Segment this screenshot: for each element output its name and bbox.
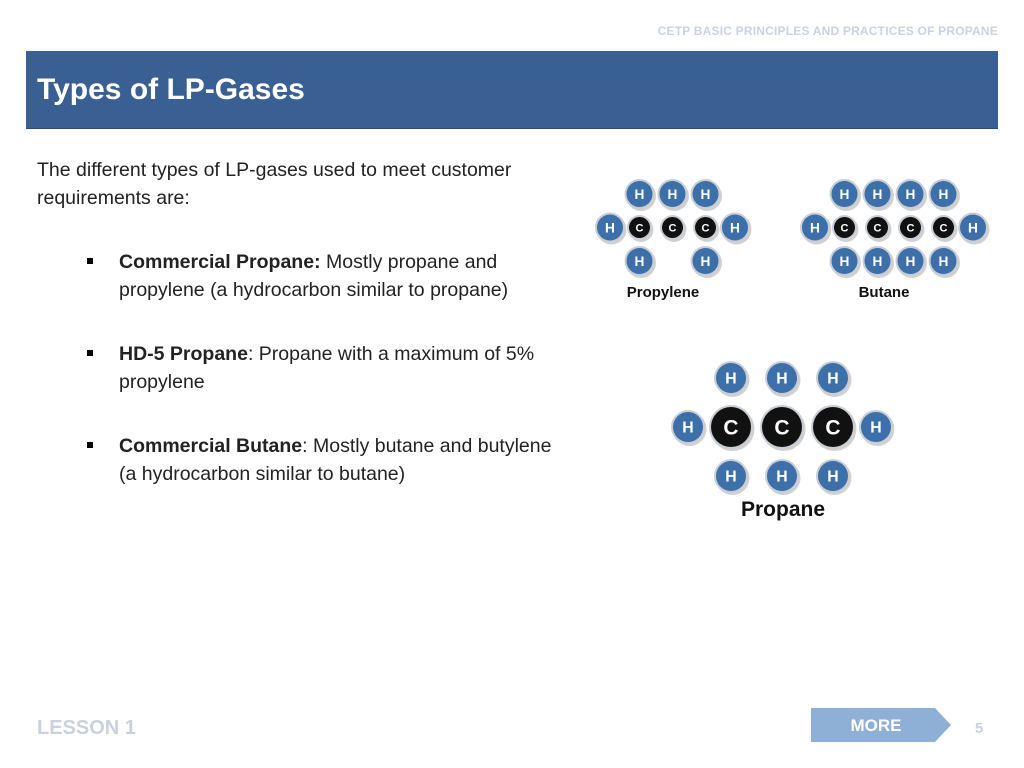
hydrogen-atom-icon xyxy=(691,246,723,278)
hydrogen-atom-icon xyxy=(896,179,928,211)
hydrogen-atom-icon xyxy=(720,213,752,245)
hydrogen-atom-icon xyxy=(929,246,961,278)
more-button[interactable] xyxy=(811,708,951,742)
hydrogen-atom-icon xyxy=(671,410,707,446)
carbon-atom-icon xyxy=(811,405,857,451)
svg-text:H: H xyxy=(810,220,820,236)
svg-text:H: H xyxy=(667,186,678,202)
svg-text:H: H xyxy=(968,220,978,236)
carbon-atom-icon xyxy=(709,405,755,451)
svg-text:H: H xyxy=(905,253,916,269)
bullet-term: HD-5 Propane xyxy=(119,343,248,365)
hydrogen-atom-icon xyxy=(830,179,862,211)
svg-text:H: H xyxy=(776,468,788,486)
bullet-commercial-butane xyxy=(87,432,557,488)
svg-text:C: C xyxy=(873,222,882,235)
svg-text:H: H xyxy=(839,253,850,269)
svg-text:H: H xyxy=(682,419,694,437)
propane-label: Propane xyxy=(740,498,826,521)
svg-text:H: H xyxy=(634,253,645,269)
hydrogen-atom-icon xyxy=(595,213,627,245)
svg-text:H: H xyxy=(872,253,883,269)
hydrogen-atom-icon xyxy=(863,246,895,278)
hydrogen-atom-icon xyxy=(765,361,801,397)
hydrogen-atom-icon xyxy=(765,459,801,495)
propylene-molecule xyxy=(596,179,756,269)
butane-molecule xyxy=(801,179,991,269)
bullet-term: Commercial Butane xyxy=(119,435,303,457)
svg-text:H: H xyxy=(776,370,788,388)
propylene-label: Propylene xyxy=(626,284,700,301)
svg-text:H: H xyxy=(634,186,645,202)
svg-text:H: H xyxy=(700,253,711,269)
lesson-label: LESSON 1 xyxy=(37,717,136,739)
hydrogen-atom-icon xyxy=(859,410,895,446)
hydrogen-atom-icon xyxy=(863,179,895,211)
svg-text:H: H xyxy=(938,253,949,269)
svg-text:H: H xyxy=(827,468,839,486)
bullet-hd5-propane xyxy=(87,340,557,396)
svg-text:H: H xyxy=(872,186,883,202)
svg-text:H: H xyxy=(839,186,850,202)
svg-text:C: C xyxy=(906,222,915,235)
svg-text:C: C xyxy=(701,222,710,235)
svg-text:H: H xyxy=(605,220,615,236)
carbon-atom-icon xyxy=(832,215,859,242)
svg-text:H: H xyxy=(938,186,949,202)
bullet-text: Mostly propane and propylene (a hydrocarbon similar to propane) xyxy=(119,251,509,301)
carbon-atom-icon xyxy=(760,405,806,451)
bullet-text: : Mostly butane and butylene (a hydrocarbon similar to butane) xyxy=(119,435,552,485)
bullet-text: : Propane with a maximum of 5% propylene xyxy=(119,343,535,393)
svg-text:H: H xyxy=(827,370,839,388)
more-label: MORE xyxy=(850,716,902,735)
svg-text:H: H xyxy=(905,186,916,202)
carbon-atom-icon xyxy=(898,215,925,242)
butane-label: Butane xyxy=(858,284,910,301)
bullet-marker xyxy=(87,258,93,264)
svg-text:H: H xyxy=(725,370,737,388)
bullet-commercial-propane xyxy=(87,248,557,304)
svg-text:C: C xyxy=(668,222,677,235)
carbon-atom-icon xyxy=(693,215,720,242)
carbon-atom-icon xyxy=(660,215,687,242)
svg-text:C: C xyxy=(774,416,790,440)
carbon-atom-icon xyxy=(931,215,958,242)
svg-text:C: C xyxy=(939,222,948,235)
carbon-atom-icon xyxy=(865,215,892,242)
svg-text:C: C xyxy=(825,416,841,440)
bullet-marker xyxy=(87,442,93,448)
hydrogen-atom-icon xyxy=(714,459,750,495)
carbon-atom-icon xyxy=(627,215,654,242)
hydrogen-atom-icon xyxy=(929,179,961,211)
hydrogen-atom-icon xyxy=(816,459,852,495)
bullet-marker xyxy=(87,350,93,356)
hydrogen-atom-icon xyxy=(691,179,723,211)
svg-text:H: H xyxy=(725,468,737,486)
hydrogen-atom-icon xyxy=(816,361,852,397)
bullet-list xyxy=(87,248,557,488)
hydrogen-atom-icon xyxy=(658,179,690,211)
hydrogen-atom-icon xyxy=(625,246,657,278)
propane-molecule xyxy=(674,361,914,491)
hydrogen-atom-icon xyxy=(714,361,750,397)
svg-text:H: H xyxy=(700,186,711,202)
intro-text: The different types of LP-gases used to meet customer requirements are: xyxy=(37,159,512,209)
hydrogen-atom-icon xyxy=(958,213,990,245)
svg-text:C: C xyxy=(840,222,849,235)
hydrogen-atom-icon xyxy=(800,213,832,245)
hydrogen-atom-icon xyxy=(625,179,657,211)
hydrogen-atom-icon xyxy=(830,246,862,278)
title-bar xyxy=(26,51,998,129)
bullet-term: Commercial Propane: xyxy=(119,251,321,273)
svg-text:C: C xyxy=(635,222,644,235)
page-title: Types of LP-Gases xyxy=(37,73,305,106)
course-title: CETP BASIC PRINCIPLES AND PRACTICES OF PROPANE xyxy=(657,24,998,38)
svg-text:C: C xyxy=(723,416,739,440)
page-number: 5 xyxy=(975,720,984,737)
svg-text:H: H xyxy=(730,220,740,236)
hydrogen-atom-icon xyxy=(896,246,928,278)
svg-text:H: H xyxy=(870,419,882,437)
